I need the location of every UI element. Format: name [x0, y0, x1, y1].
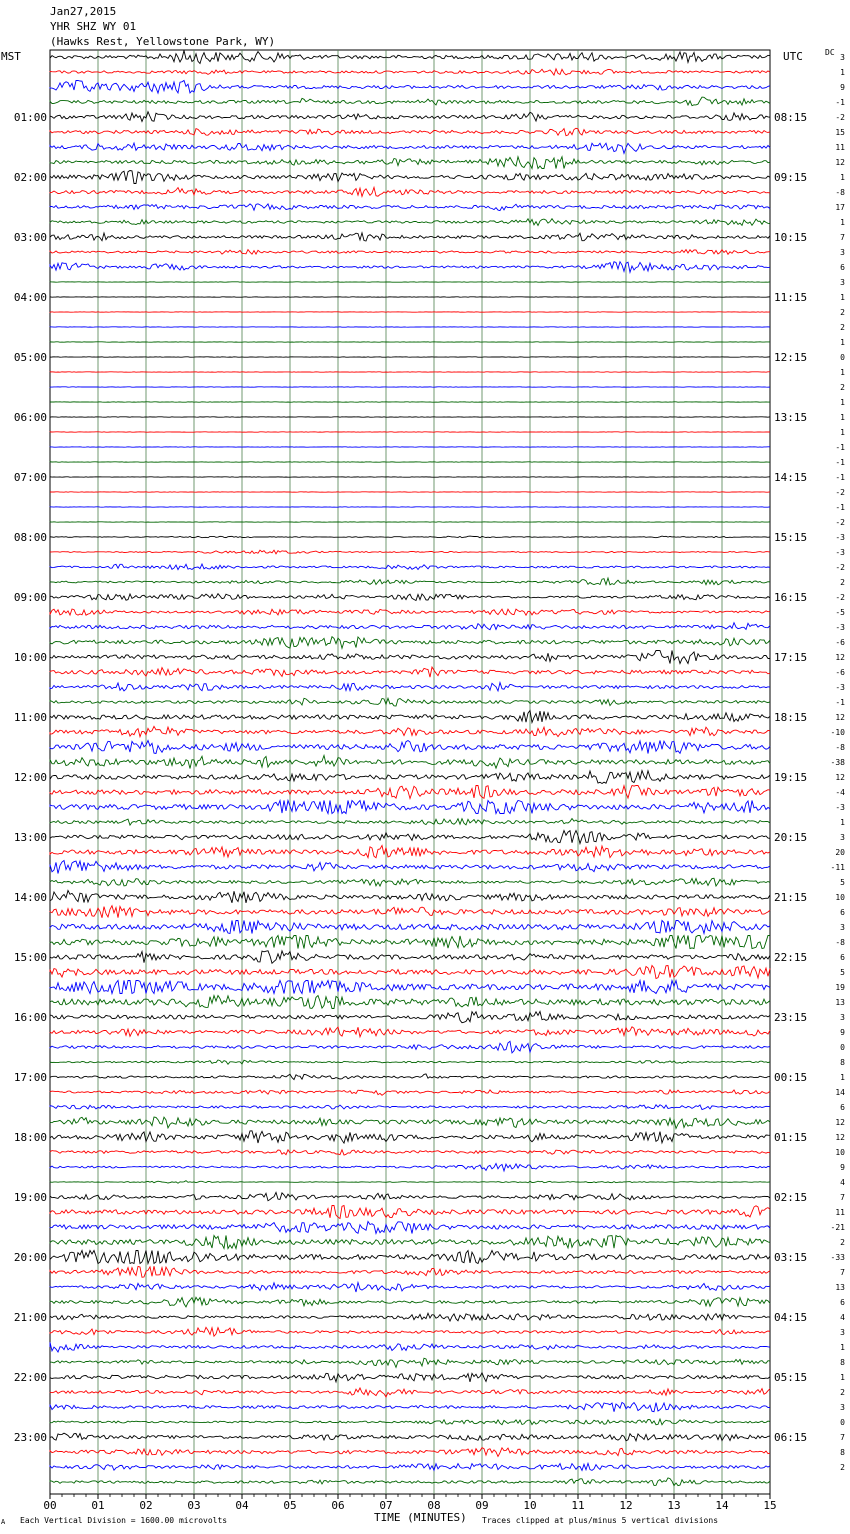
trace-row	[50, 97, 770, 106]
trace-row	[50, 726, 770, 736]
dc-offset-label: 3	[840, 833, 845, 842]
trace-row	[50, 1327, 770, 1336]
dc-offset-label: 1	[840, 398, 845, 407]
dc-offset-label: 11	[835, 1208, 845, 1217]
right-timezone-label: UTC	[783, 50, 803, 63]
utc-hour-label: 17:15	[774, 651, 808, 664]
dc-offset-label: 11	[835, 143, 845, 152]
mst-hour-label: 21:00	[13, 1311, 47, 1324]
trace-row	[50, 711, 770, 723]
dc-offset-label: -3	[835, 548, 845, 557]
mst-hour-label: 05:00	[13, 351, 47, 364]
utc-hour-label: 03:15	[774, 1251, 808, 1264]
dc-offset-label: -8	[835, 938, 845, 947]
x-tick-label: 13	[667, 1499, 681, 1512]
trace-row	[50, 771, 770, 784]
left-timezone-label: MST	[1, 50, 21, 63]
dc-offset-label: -1	[835, 503, 845, 512]
utc-hour-label: 13:15	[774, 411, 808, 424]
dc-offset-label: -3	[835, 623, 845, 632]
x-tick-label: 06	[331, 1499, 345, 1512]
dc-offset-label: 3	[840, 1328, 845, 1337]
utc-hour-label: 08:15	[774, 111, 808, 124]
dc-offset-label: 9	[840, 1028, 845, 1037]
dc-offset-label: 14	[835, 1088, 845, 1097]
mst-hour-label: 23:00	[13, 1431, 47, 1444]
utc-hour-label: 21:15	[774, 891, 808, 904]
trace-row	[50, 819, 770, 826]
utc-hour-label: 02:15	[774, 1191, 808, 1204]
utc-hour-label: 01:15	[774, 1131, 808, 1144]
mst-hour-label: 15:00	[13, 951, 47, 964]
dc-offset-label: 3	[840, 53, 845, 62]
trace-row	[50, 1251, 770, 1264]
dc-offset-label: -1	[835, 443, 845, 452]
dc-offset-label: 12	[835, 653, 845, 662]
mst-hour-label: 08:00	[13, 531, 47, 544]
footer-mark: A	[1, 1518, 6, 1526]
utc-hour-label: 15:15	[774, 531, 808, 544]
mst-hour-label: 18:00	[13, 1131, 47, 1144]
trace-row	[50, 609, 770, 615]
trace-row	[50, 1433, 770, 1441]
mst-hour-label: 03:00	[13, 231, 47, 244]
dc-offset-label: 7	[840, 1268, 845, 1277]
trace-row	[50, 157, 770, 169]
dc-offset-label: 12	[835, 713, 845, 722]
dc-offset-label: 1	[840, 428, 845, 437]
dc-offset-label: 6	[840, 263, 845, 272]
dc-offset-label: 5	[840, 878, 845, 887]
dc-offset-label: -21	[830, 1223, 845, 1232]
trace-row	[50, 1358, 770, 1367]
trace-row	[50, 1448, 770, 1457]
dc-offset-label: -11	[830, 863, 845, 872]
trace-row	[50, 564, 770, 570]
x-tick-label: 12	[619, 1499, 633, 1512]
dc-offset-label: 10	[835, 1148, 845, 1157]
trace-row	[50, 1131, 770, 1143]
trace-row	[50, 69, 770, 75]
dc-offset-label: -2	[835, 563, 845, 572]
dc-offset-label: 12	[835, 158, 845, 167]
dc-offset-label: -2	[835, 518, 845, 527]
dc-offset-label: 1	[840, 218, 845, 227]
date-label: Jan27,2015	[50, 5, 117, 18]
trace-row	[50, 651, 770, 664]
x-tick-label: 10	[523, 1499, 537, 1512]
dc-offset-label: 0	[840, 353, 845, 362]
dc-offset-label: 6	[840, 953, 845, 962]
dc-offset-label: 6	[840, 1103, 845, 1112]
mst-hour-label: 01:00	[13, 111, 47, 124]
dc-offset-label: 3	[840, 1013, 845, 1022]
dc-offset-label: -1	[835, 698, 845, 707]
trace-row	[50, 1222, 770, 1234]
dc-offset-label: 6	[840, 1298, 845, 1307]
trace-row	[50, 594, 770, 601]
clip-note: Traces clipped at plus/minus 5 vertical divisions	[482, 1516, 719, 1525]
trace-row	[50, 878, 770, 886]
dc-offset-label: 1	[840, 173, 845, 182]
dc-offset-label: 4	[840, 1178, 845, 1187]
trace-row	[50, 81, 770, 94]
trace-row	[50, 233, 770, 241]
vertical-division-note: Each Vertical Division = 1600.00 microvolts	[20, 1516, 228, 1525]
trace-row	[50, 1313, 770, 1321]
dc-offset-label: 12	[835, 773, 845, 782]
x-tick-label: 08	[427, 1499, 441, 1512]
dc-offset-label: 1	[840, 818, 845, 827]
trace-row	[50, 187, 770, 196]
trace-row	[50, 1402, 770, 1411]
dc-offset-label: 9	[840, 1163, 845, 1172]
dc-offset-label: -4	[835, 788, 845, 797]
trace-row	[50, 921, 770, 934]
trace-row	[50, 1206, 770, 1219]
utc-hour-label: 05:15	[774, 1371, 808, 1384]
mst-hour-label: 20:00	[13, 1251, 47, 1264]
dc-offset-label: 0	[840, 1418, 845, 1427]
trace-row	[50, 1117, 770, 1129]
dc-offset-label: 1	[840, 338, 845, 347]
dc-offset-label: 1	[840, 293, 845, 302]
dc-offset-label: 15	[835, 128, 845, 137]
dc-offset-label: 2	[840, 383, 845, 392]
dc-offset-label: 13	[835, 1283, 845, 1292]
dc-offset-label: 3	[840, 1403, 845, 1412]
dc-offset-label: 5	[840, 968, 845, 977]
trace-row	[50, 1027, 770, 1037]
trace-row	[50, 1283, 770, 1293]
dc-offset-label: 6	[840, 908, 845, 917]
trace-row	[50, 578, 770, 585]
x-tick-label: 09	[475, 1499, 489, 1512]
dc-offset-label: -38	[830, 758, 845, 767]
dc-offset-label: 1	[840, 413, 845, 422]
trace-row	[50, 143, 770, 153]
dc-offset-label: 0	[840, 1043, 845, 1052]
trace-row	[50, 801, 770, 814]
trace-row	[50, 1041, 770, 1053]
trace-row	[50, 1192, 770, 1200]
trace-row	[50, 1342, 770, 1352]
trace-row	[50, 786, 770, 799]
trace-row	[50, 250, 770, 255]
utc-hour-label: 11:15	[774, 291, 808, 304]
utc-hour-label: 12:15	[774, 351, 808, 364]
x-tick-label: 11	[571, 1499, 585, 1512]
trace-row	[50, 51, 770, 64]
utc-hour-label: 00:15	[774, 1071, 808, 1084]
mst-hour-label: 17:00	[13, 1071, 47, 1084]
dc-offset-label: 1	[840, 1073, 845, 1082]
trace-row	[50, 1011, 770, 1022]
utc-hour-label: 23:15	[774, 1011, 808, 1024]
trace-row	[50, 623, 770, 630]
dc-offset-label: -3	[835, 533, 845, 542]
dc-offset-label: 2	[840, 308, 845, 317]
utc-hour-label: 22:15	[774, 951, 808, 964]
trace-row	[50, 891, 770, 903]
dc-offset-label: 17	[835, 203, 845, 212]
trace-row	[50, 861, 770, 874]
trace-row	[50, 536, 770, 538]
trace-row	[50, 637, 770, 649]
dc-offset-label: -6	[835, 638, 845, 647]
trace-row	[50, 219, 770, 226]
dc-offset-label: -3	[835, 683, 845, 692]
dc-offset-label: -8	[835, 743, 845, 752]
trace-row	[50, 1181, 770, 1184]
utc-hour-label: 06:15	[774, 1431, 808, 1444]
dc-offset-label: 2	[840, 578, 845, 587]
mst-hour-label: 06:00	[13, 411, 47, 424]
utc-hour-label: 09:15	[774, 171, 808, 184]
dc-offset-label: 7	[840, 1433, 845, 1442]
dc-offset-label: 2	[840, 1463, 845, 1472]
trace-row	[50, 262, 770, 273]
trace-row	[50, 112, 770, 122]
trace-row	[50, 204, 770, 211]
trace-row	[50, 1164, 770, 1172]
x-tick-label: 04	[235, 1499, 249, 1512]
dc-offset-label: -5	[835, 608, 845, 617]
dc-offset-label: 2	[840, 1238, 845, 1247]
trace-row	[50, 1388, 770, 1397]
dc-offset-label: -1	[835, 473, 845, 482]
dc-offset-label: 10	[835, 893, 845, 902]
trace-row	[50, 128, 770, 135]
dc-label: DC	[825, 48, 835, 57]
trace-row	[50, 1478, 770, 1486]
mst-hour-label: 16:00	[13, 1011, 47, 1024]
station-label: YHR SHZ WY 01	[50, 20, 137, 33]
trace-row	[50, 741, 770, 754]
dc-offset-label: 9	[840, 83, 845, 92]
x-tick-label: 05	[283, 1499, 297, 1512]
trace-row	[50, 756, 770, 769]
x-tick-label: 07	[379, 1499, 393, 1512]
dc-offset-label: 7	[840, 1193, 845, 1202]
dc-offset-label: 1	[840, 1343, 845, 1352]
dc-offset-label: -3	[835, 803, 845, 812]
dc-offset-label: -2	[835, 593, 845, 602]
mst-hour-label: 14:00	[13, 891, 47, 904]
dc-offset-label: 4	[840, 1313, 845, 1322]
trace-row	[50, 1236, 770, 1249]
trace-row	[50, 951, 770, 964]
trace-row	[50, 1060, 770, 1064]
mst-hour-label: 13:00	[13, 831, 47, 844]
dc-offset-label: 3	[840, 278, 845, 287]
trace-row	[50, 1266, 770, 1277]
trace-row	[50, 1090, 770, 1096]
x-tick-label: 03	[187, 1499, 201, 1512]
mst-hour-label: 07:00	[13, 471, 47, 484]
trace-row	[50, 683, 770, 691]
dc-offset-label: 3	[840, 923, 845, 932]
utc-hour-label: 04:15	[774, 1311, 808, 1324]
mst-hour-label: 22:00	[13, 1371, 47, 1384]
trace-row	[50, 1419, 770, 1425]
location-label: (Hawks Rest, Yellowstone Park, WY)	[50, 35, 276, 48]
x-tick-label: 02	[139, 1499, 153, 1512]
trace-row	[50, 981, 770, 994]
utc-hour-label: 19:15	[774, 771, 808, 784]
dc-offset-label: -2	[835, 488, 845, 497]
dc-offset-label: 7	[840, 233, 845, 242]
dc-offset-label: 12	[835, 1118, 845, 1127]
trace-row	[50, 550, 770, 554]
dc-offset-label: 8	[840, 1448, 845, 1457]
dc-offset-label: 8	[840, 1358, 845, 1367]
dc-offset-label: -10	[830, 728, 845, 737]
dc-offset-label: -33	[830, 1253, 845, 1262]
trace-row	[50, 831, 770, 844]
trace-row	[50, 1373, 770, 1382]
trace-row	[50, 996, 770, 1009]
utc-hour-label: 20:15	[774, 831, 808, 844]
dc-offset-label: -6	[835, 668, 845, 677]
x-tick-label: 14	[715, 1499, 729, 1512]
trace-row	[50, 906, 770, 918]
trace-row	[50, 1105, 770, 1110]
dc-offset-label: 8	[840, 1058, 845, 1067]
utc-hour-label: 10:15	[774, 231, 808, 244]
mst-hour-label: 09:00	[13, 591, 47, 604]
utc-hour-label: 18:15	[774, 711, 808, 724]
x-tick-label: 01	[91, 1499, 105, 1512]
trace-row	[50, 171, 770, 184]
x-axis-title: TIME (MINUTES)	[374, 1511, 467, 1524]
dc-offset-label: 2	[840, 1388, 845, 1397]
x-tick-label: 00	[43, 1499, 57, 1512]
dc-offset-label: -1	[835, 458, 845, 467]
dc-offset-label: 3	[840, 248, 845, 257]
dc-offset-label: -8	[835, 188, 845, 197]
trace-row	[50, 936, 770, 949]
dc-offset-label: -1	[835, 98, 845, 107]
dc-offset-label: 2	[840, 323, 845, 332]
utc-hour-label: 14:15	[774, 471, 808, 484]
dc-offset-label: 12	[835, 1133, 845, 1142]
dc-offset-label: -2	[835, 113, 845, 122]
mst-hour-label: 11:00	[13, 711, 47, 724]
mst-hour-label: 19:00	[13, 1191, 47, 1204]
dc-offset-label: 1	[840, 368, 845, 377]
trace-row	[50, 1074, 770, 1080]
x-tick-label: 15	[763, 1499, 777, 1512]
trace-row	[50, 1150, 770, 1155]
mst-hour-label: 02:00	[13, 171, 47, 184]
trace-row	[50, 667, 770, 677]
trace-row	[50, 1463, 770, 1470]
utc-hour-label: 16:15	[774, 591, 808, 604]
trace-row	[50, 1297, 770, 1307]
trace-row	[50, 698, 770, 706]
mst-hour-label: 10:00	[13, 651, 47, 664]
mst-hour-label: 04:00	[13, 291, 47, 304]
dc-offset-label: 1	[840, 1373, 845, 1382]
mst-hour-label: 12:00	[13, 771, 47, 784]
trace-row	[50, 846, 770, 858]
trace-row	[50, 966, 770, 979]
dc-offset-label: 19	[835, 983, 845, 992]
dc-offset-label: 1	[840, 68, 845, 77]
dc-offset-label: 20	[835, 848, 845, 857]
dc-offset-label: 13	[835, 998, 845, 1007]
